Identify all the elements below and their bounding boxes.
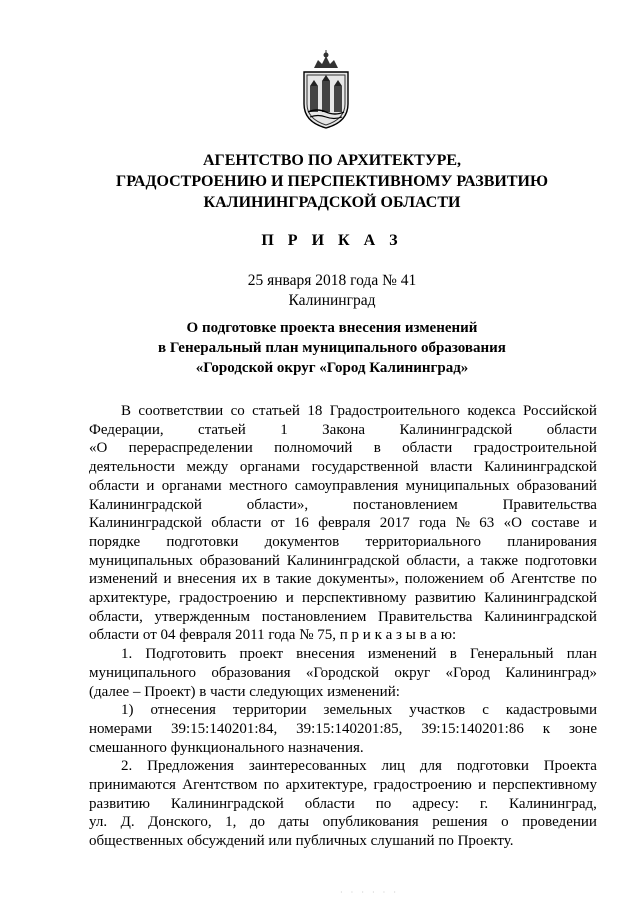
word: перераспределении [128, 440, 253, 457]
text-line: (далее – Проект) в части следующих изменений: [89, 683, 400, 700]
word: соответствии [138, 403, 224, 419]
text-line [89, 533, 597, 552]
word: порядке [89, 533, 141, 550]
word: области», [246, 496, 309, 513]
word: области [89, 477, 140, 494]
word: об [489, 571, 505, 588]
text-line [89, 608, 597, 627]
word: даты [278, 814, 310, 831]
word: Агентством [182, 777, 258, 794]
preamble-paragraph [89, 402, 597, 645]
word: «О [503, 515, 522, 532]
word: Федерации, [89, 421, 164, 438]
word: перспективному [492, 777, 597, 794]
word: Калининградской [484, 608, 597, 625]
word: муниципального [89, 664, 197, 681]
word: 18 [307, 403, 323, 419]
word: Российской [523, 403, 597, 419]
word: области [211, 515, 262, 532]
word: внесения [177, 571, 236, 588]
item-1 [89, 645, 597, 701]
word: области, [406, 552, 461, 569]
text-line [89, 514, 597, 533]
word: «Город [445, 664, 491, 681]
document-body [89, 402, 597, 851]
word: лиц [381, 758, 406, 775]
word: органами [161, 477, 222, 494]
word: 1, [225, 814, 237, 831]
word: подготовки [166, 533, 239, 550]
word: от [270, 515, 285, 532]
word: Калининградской [399, 421, 513, 438]
word: проведении [522, 814, 597, 831]
word: Градостроительного [329, 403, 460, 419]
word: развитию [414, 590, 476, 607]
text-line: общественных обсуждений или публичных слушаний по Проекту. [89, 833, 514, 850]
word: территориального [365, 533, 482, 550]
word: земельных [323, 702, 393, 719]
word: такие [276, 571, 312, 588]
text-line [89, 701, 597, 720]
word: проект [239, 646, 284, 663]
word: 16 [293, 515, 309, 532]
date-number: 25 января 2018 года № 41 [247, 272, 417, 289]
word: заинтересованных [248, 758, 367, 775]
word: архитектуре, [89, 590, 171, 607]
word: градостроительной [473, 440, 597, 457]
word: Агентстве [510, 571, 576, 588]
word: ул. [89, 814, 108, 831]
word: и [146, 477, 155, 494]
word: отнесения [150, 702, 216, 719]
word: со [230, 403, 245, 419]
word: области, [89, 608, 143, 625]
word: в [449, 646, 457, 663]
word: 39:15:140201:86 [421, 720, 524, 737]
word: кодекса [467, 403, 516, 419]
text-line [89, 720, 597, 739]
word: Д. [120, 814, 135, 831]
word: деятельности [89, 459, 175, 476]
word: области [304, 795, 355, 812]
word: составе [531, 515, 580, 532]
word: о [501, 814, 509, 831]
word: Закона [322, 421, 366, 438]
word: опубликования [322, 814, 419, 831]
word: государственной [311, 459, 419, 476]
word: постановлением [261, 608, 367, 625]
word: участков [409, 702, 466, 719]
word: области [546, 421, 597, 438]
word: постановлением [352, 496, 458, 513]
word: самоуправления [294, 477, 399, 494]
word: года [419, 515, 447, 532]
agency-line: ГРАДОСТРОЕНИЮ И ПЕРСПЕКТИВНОМУ РАЗВИТИЮ [116, 173, 548, 190]
text-line [89, 477, 597, 496]
item-2 [89, 757, 597, 851]
word: 1. [121, 646, 133, 663]
agency-name [60, 150, 604, 213]
word: подготовки [456, 758, 529, 775]
document-type-heading: П Р И К А З [261, 232, 403, 249]
word: изменений [367, 646, 437, 663]
city: Калининград [288, 292, 376, 309]
word: утвержденным [154, 608, 251, 625]
word: органами [239, 459, 300, 476]
word: решения [432, 814, 488, 831]
word: документы», [317, 571, 399, 588]
word: в [373, 440, 381, 457]
word: Калининградской [484, 590, 597, 607]
word: подготовки [524, 552, 597, 569]
date-and-place [60, 271, 604, 311]
word: и [478, 777, 487, 794]
word: полномочий [274, 440, 353, 457]
word: Калининградской [170, 795, 284, 812]
word: Калининградской [484, 459, 597, 476]
word: Донского, [148, 814, 212, 831]
word: В [121, 403, 132, 419]
subject-line: в Генеральный план муниципального образования [158, 340, 506, 356]
word: территории [232, 702, 307, 719]
word: «О [89, 440, 108, 457]
word: Подготовить [145, 646, 227, 663]
word: документов [264, 533, 340, 550]
word: 39:15:140201:84, [170, 720, 278, 737]
text-line [89, 795, 597, 814]
word: внесения [296, 646, 355, 663]
word: их [241, 571, 258, 588]
word: образований [199, 552, 280, 569]
word: по [375, 795, 392, 812]
word: по [263, 777, 280, 794]
word: принимаются [89, 777, 176, 794]
word: и [163, 571, 172, 588]
decree-word: п р и к а з ы в а ю: [339, 627, 457, 644]
word: в [263, 571, 271, 588]
text-line [89, 645, 597, 664]
word: Правительства [502, 496, 597, 513]
word: 1 [280, 421, 288, 438]
word: положением [404, 571, 484, 588]
word: г. [479, 795, 489, 812]
subject-line: «Городской округ «Город Калининград» [195, 360, 469, 376]
word: 2. [121, 758, 133, 775]
word: архитектуре, [285, 777, 368, 794]
word: муниципальных [89, 552, 193, 569]
word: местного [228, 477, 288, 494]
word: градостроению [373, 777, 472, 794]
text-line [89, 589, 597, 608]
word: адресу: [412, 795, 459, 812]
word: Генеральный [469, 646, 554, 663]
word: образования [211, 664, 291, 681]
word: градостроению [179, 590, 278, 607]
word: для [419, 758, 442, 775]
word: зоне [568, 720, 597, 737]
subject-line: О подготовке проекта внесения изменений [186, 320, 478, 336]
word: кадастровыми [505, 702, 597, 719]
text-line [89, 439, 597, 458]
word: муниципальных [405, 477, 510, 494]
word: «Городской [305, 664, 380, 681]
item-1-subitem-1 [89, 701, 597, 757]
text-line [89, 421, 597, 440]
word: статьей [252, 403, 300, 419]
word: между [186, 459, 229, 476]
word: Правительства [378, 608, 473, 625]
word: номерами [89, 720, 153, 737]
text-line [89, 570, 597, 589]
word: власти [430, 459, 473, 476]
word: план [566, 646, 597, 663]
text-line [89, 626, 597, 645]
scan-artifact: · · · · · · [340, 888, 399, 897]
text-fragment: области от 04 февраля 2011 года № 75, [89, 627, 337, 644]
word: округ [394, 664, 431, 681]
text-line: смешанного функционального назначения. [89, 739, 364, 756]
word: а [467, 552, 474, 569]
text-line [89, 458, 597, 477]
word: 1) [121, 702, 134, 719]
word: 2017 [379, 515, 410, 532]
word: и [285, 590, 294, 607]
word: к [542, 720, 551, 737]
word: № [455, 515, 470, 532]
text-line [89, 757, 597, 776]
text-line [89, 664, 597, 683]
text-line [89, 813, 597, 832]
word: и [588, 515, 597, 532]
word: Калининградской [286, 552, 400, 569]
text-line [89, 496, 597, 515]
word: 63 [479, 515, 495, 532]
word: Калининград» [505, 664, 597, 681]
word: Проекта [543, 758, 597, 775]
word: Калининградской [89, 515, 202, 532]
word: изменений [89, 571, 158, 588]
word: планирования [507, 533, 597, 550]
word: февраля [318, 515, 371, 532]
order-subject [60, 318, 604, 378]
text-line [89, 552, 597, 571]
text-line [89, 776, 597, 795]
text-line [89, 402, 597, 421]
word: перспективному [302, 590, 407, 607]
word: статьей [198, 421, 246, 438]
word: области [402, 440, 453, 457]
word: образований [516, 477, 597, 494]
word: Калининградской [89, 496, 202, 513]
word: Калининград, [509, 795, 597, 812]
word: Предложения [147, 758, 234, 775]
agency-line: АГЕНТСТВО ПО АРХИТЕКТУРЕ, [202, 152, 462, 169]
word: по [581, 571, 597, 588]
word: до [249, 814, 265, 831]
word: также [480, 552, 519, 569]
word: с [482, 702, 489, 719]
word: 39:15:140201:85, [296, 720, 403, 737]
agency-line: КАЛИНИНГРАДСКОЙ ОБЛАСТИ [203, 194, 461, 211]
word: развитию [89, 795, 150, 812]
coat-of-arms-icon [300, 48, 352, 130]
